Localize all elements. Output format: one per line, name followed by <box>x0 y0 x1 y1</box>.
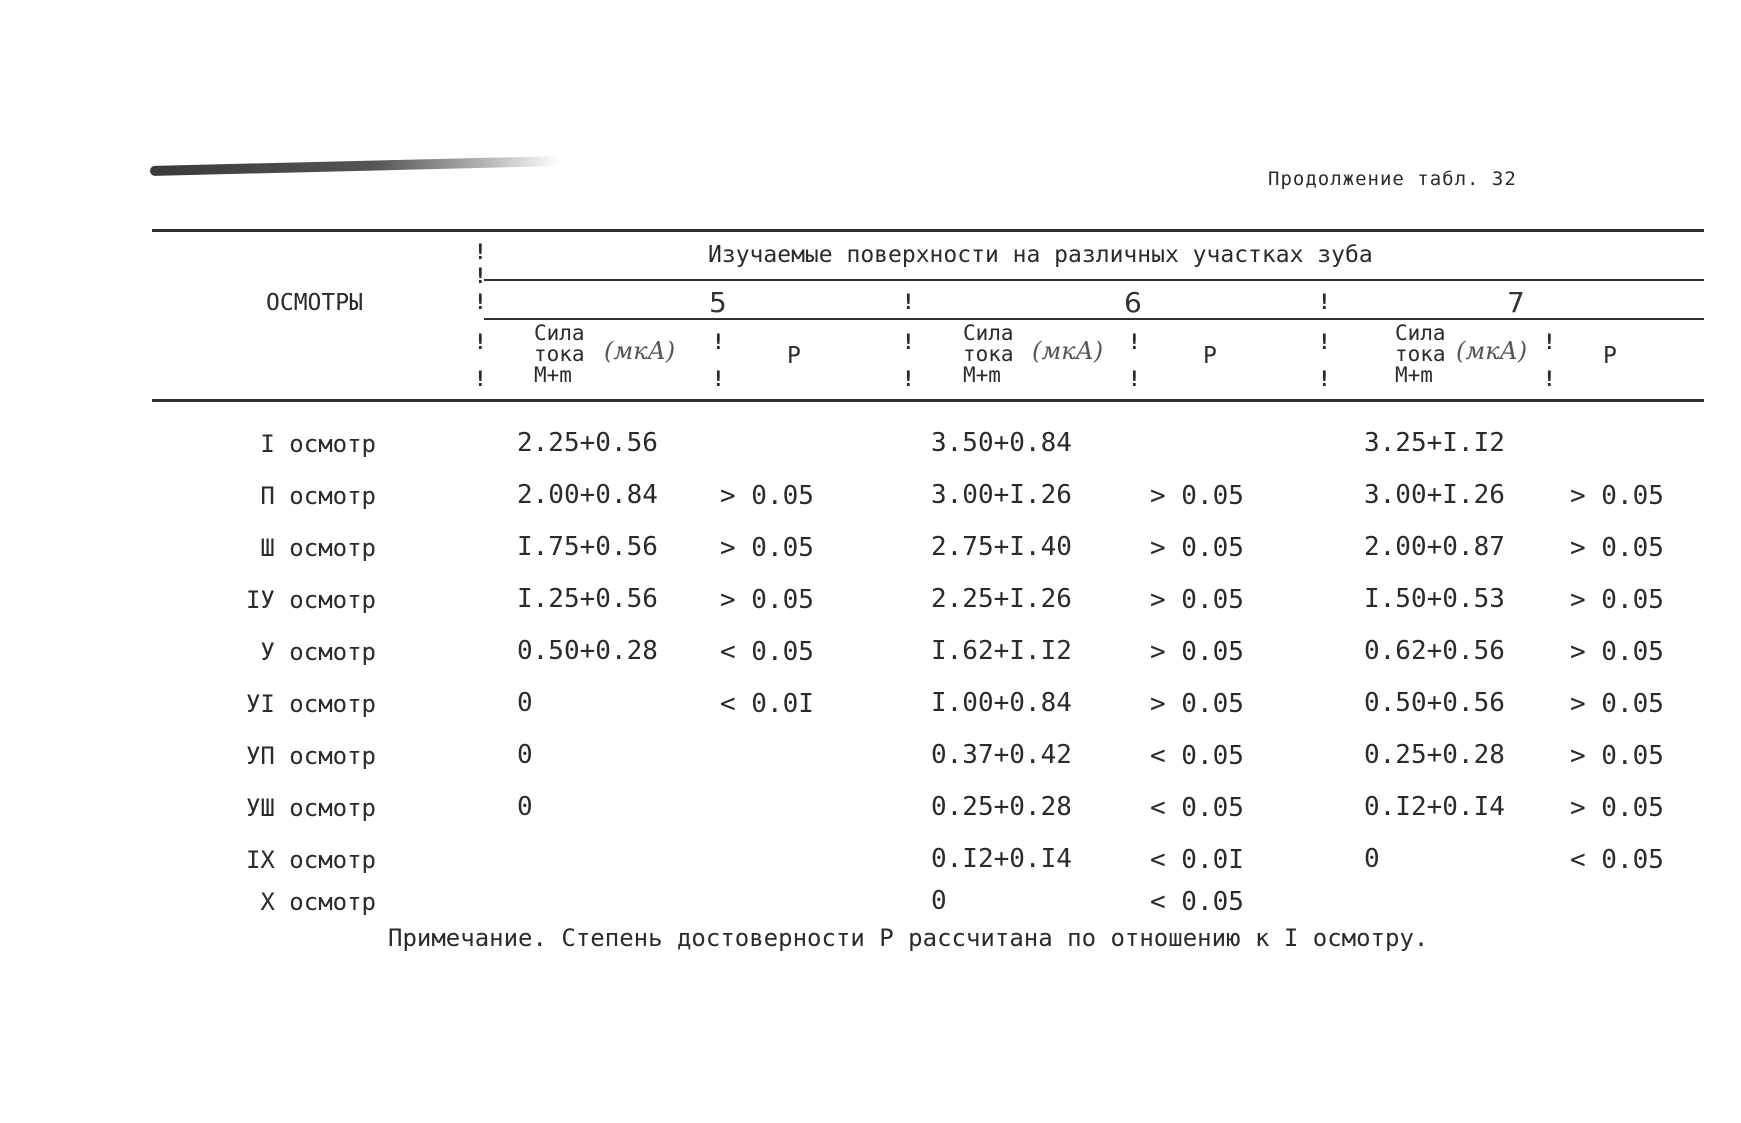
unit-label: (мкА) <box>1032 337 1104 365</box>
current-value-6: I.00+0.84 <box>931 688 1072 718</box>
row-label: П осмотр <box>260 482 376 510</box>
p-value-5: > 0.05 <box>720 585 814 615</box>
p-value-6: < 0.05 <box>1150 741 1244 771</box>
separator: ! <box>474 240 487 264</box>
separator: ! <box>474 330 487 354</box>
row-label: УП осмотр <box>245 742 376 770</box>
current-value-6: 0.37+0.42 <box>931 740 1072 770</box>
p-value-7: > 0.05 <box>1570 637 1664 667</box>
p-value-5: > 0.05 <box>720 481 814 511</box>
separator: ! <box>474 290 487 314</box>
separator: ! <box>1543 330 1556 354</box>
col-label-line1: Сила <box>534 321 585 345</box>
separator: ! <box>1318 367 1331 391</box>
p-value-6: > 0.05 <box>1150 585 1244 615</box>
unit-label: (мкА) <box>1456 337 1528 365</box>
current-value-6: 2.25+I.26 <box>931 584 1072 614</box>
current-value-5: 0.50+0.28 <box>517 636 658 666</box>
p-value-6: > 0.05 <box>1150 689 1244 719</box>
current-value-6: 3.50+0.84 <box>931 428 1072 458</box>
separator: ! <box>1318 330 1331 354</box>
col-label-line3: М+m <box>1395 363 1433 387</box>
separator: ! <box>1128 367 1141 391</box>
scan-smear <box>150 156 560 176</box>
p-value-7: > 0.05 <box>1570 793 1664 823</box>
current-value-7: 0.I2+0.I4 <box>1364 792 1505 822</box>
separator: ! <box>712 330 725 354</box>
current-value-5: I.75+0.56 <box>517 532 658 562</box>
p-value-6: < 0.05 <box>1150 887 1244 917</box>
p-value-5: < 0.0I <box>720 689 814 719</box>
separator: ! <box>712 367 725 391</box>
p-value-6: > 0.05 <box>1150 481 1244 511</box>
col-label-line3: М+m <box>963 363 1001 387</box>
p-value-7: > 0.05 <box>1570 533 1664 563</box>
current-value-5: I.25+0.56 <box>517 584 658 614</box>
current-value-7: 0.62+0.56 <box>1364 636 1505 666</box>
current-value-7: I.50+0.53 <box>1364 584 1505 614</box>
current-value-5: 2.25+0.56 <box>517 428 658 458</box>
current-value-6: 0.25+0.28 <box>931 792 1072 822</box>
col-label-line1: Сила <box>963 321 1014 345</box>
row-label: УШ осмотр <box>245 794 376 822</box>
current-value-5: 0 <box>517 740 533 770</box>
header-bottom-rule <box>152 399 1704 402</box>
row-label: X осмотр <box>260 888 376 916</box>
current-value-5: 2.00+0.84 <box>517 480 658 510</box>
current-value-7: 0.25+0.28 <box>1364 740 1505 770</box>
current-value-5: 0 <box>517 792 533 822</box>
row-label: УI осмотр <box>245 690 376 718</box>
group-title-rule <box>484 279 1704 281</box>
col-label-line2: тока <box>963 342 1014 366</box>
col-label-line3: М+m <box>534 363 572 387</box>
unit-label: (мкА) <box>604 337 676 365</box>
p-value-7: > 0.05 <box>1570 481 1664 511</box>
col-label-line1: Сила <box>1395 321 1446 345</box>
p-value-6: < 0.0I <box>1150 845 1244 875</box>
current-value-7: 3.25+I.I2 <box>1364 428 1505 458</box>
table-caption: Продолжение табл. 32 <box>1268 168 1517 190</box>
separator: ! <box>902 367 915 391</box>
current-value-7: 3.00+I.26 <box>1364 480 1505 510</box>
separator: ! <box>474 367 487 391</box>
p-value-6: > 0.05 <box>1150 637 1244 667</box>
col-label-line2: тока <box>534 342 585 366</box>
current-value-6: 3.00+I.26 <box>931 480 1072 510</box>
current-value-7: 0 <box>1364 844 1380 874</box>
current-value-6: 0 <box>931 886 947 916</box>
table-note: Примечание. Степень достоверности P рассчитана по отношению к I осмотру. <box>388 924 1429 952</box>
row-label: У осмотр <box>260 638 376 666</box>
p-value-7: < 0.05 <box>1570 845 1664 875</box>
group-number-6: 6 <box>1124 286 1142 319</box>
current-value-7: 0.50+0.56 <box>1364 688 1505 718</box>
group-number-7: 7 <box>1507 286 1525 319</box>
p-label-7: P <box>1603 343 1617 369</box>
separator: ! <box>902 290 915 314</box>
col-label-line2: тока <box>1395 342 1446 366</box>
group-title: Изучаемые поверхности на различных участках зуба <box>708 242 1373 268</box>
group-number-5: 5 <box>709 286 727 319</box>
p-value-7: > 0.05 <box>1570 741 1664 771</box>
current-value-6: 0.I2+0.I4 <box>931 844 1072 874</box>
row-header: ОСМОТРЫ <box>266 290 363 316</box>
p-value-6: < 0.05 <box>1150 793 1244 823</box>
p-value-7: > 0.05 <box>1570 689 1664 719</box>
row-label: Ш осмотр <box>260 534 376 562</box>
current-value-6: 2.75+I.40 <box>931 532 1072 562</box>
separator: ! <box>474 264 487 288</box>
top-rule <box>152 229 1704 232</box>
p-value-7: > 0.05 <box>1570 585 1664 615</box>
row-label: IX осмотр <box>245 846 376 874</box>
separator: ! <box>1128 330 1141 354</box>
row-label: IУ осмотр <box>245 586 376 614</box>
separator: ! <box>1318 290 1331 314</box>
current-value-7: 2.00+0.87 <box>1364 532 1505 562</box>
current-value-6: I.62+I.I2 <box>931 636 1072 666</box>
p-label-6: P <box>1203 343 1217 369</box>
separator: ! <box>1543 367 1556 391</box>
current-value-5: 0 <box>517 688 533 718</box>
p-value-6: > 0.05 <box>1150 533 1244 563</box>
row-label: I осмотр <box>260 430 376 458</box>
separator: ! <box>902 330 915 354</box>
p-value-5: > 0.05 <box>720 533 814 563</box>
p-label-5: P <box>787 343 801 369</box>
p-value-5: < 0.05 <box>720 637 814 667</box>
